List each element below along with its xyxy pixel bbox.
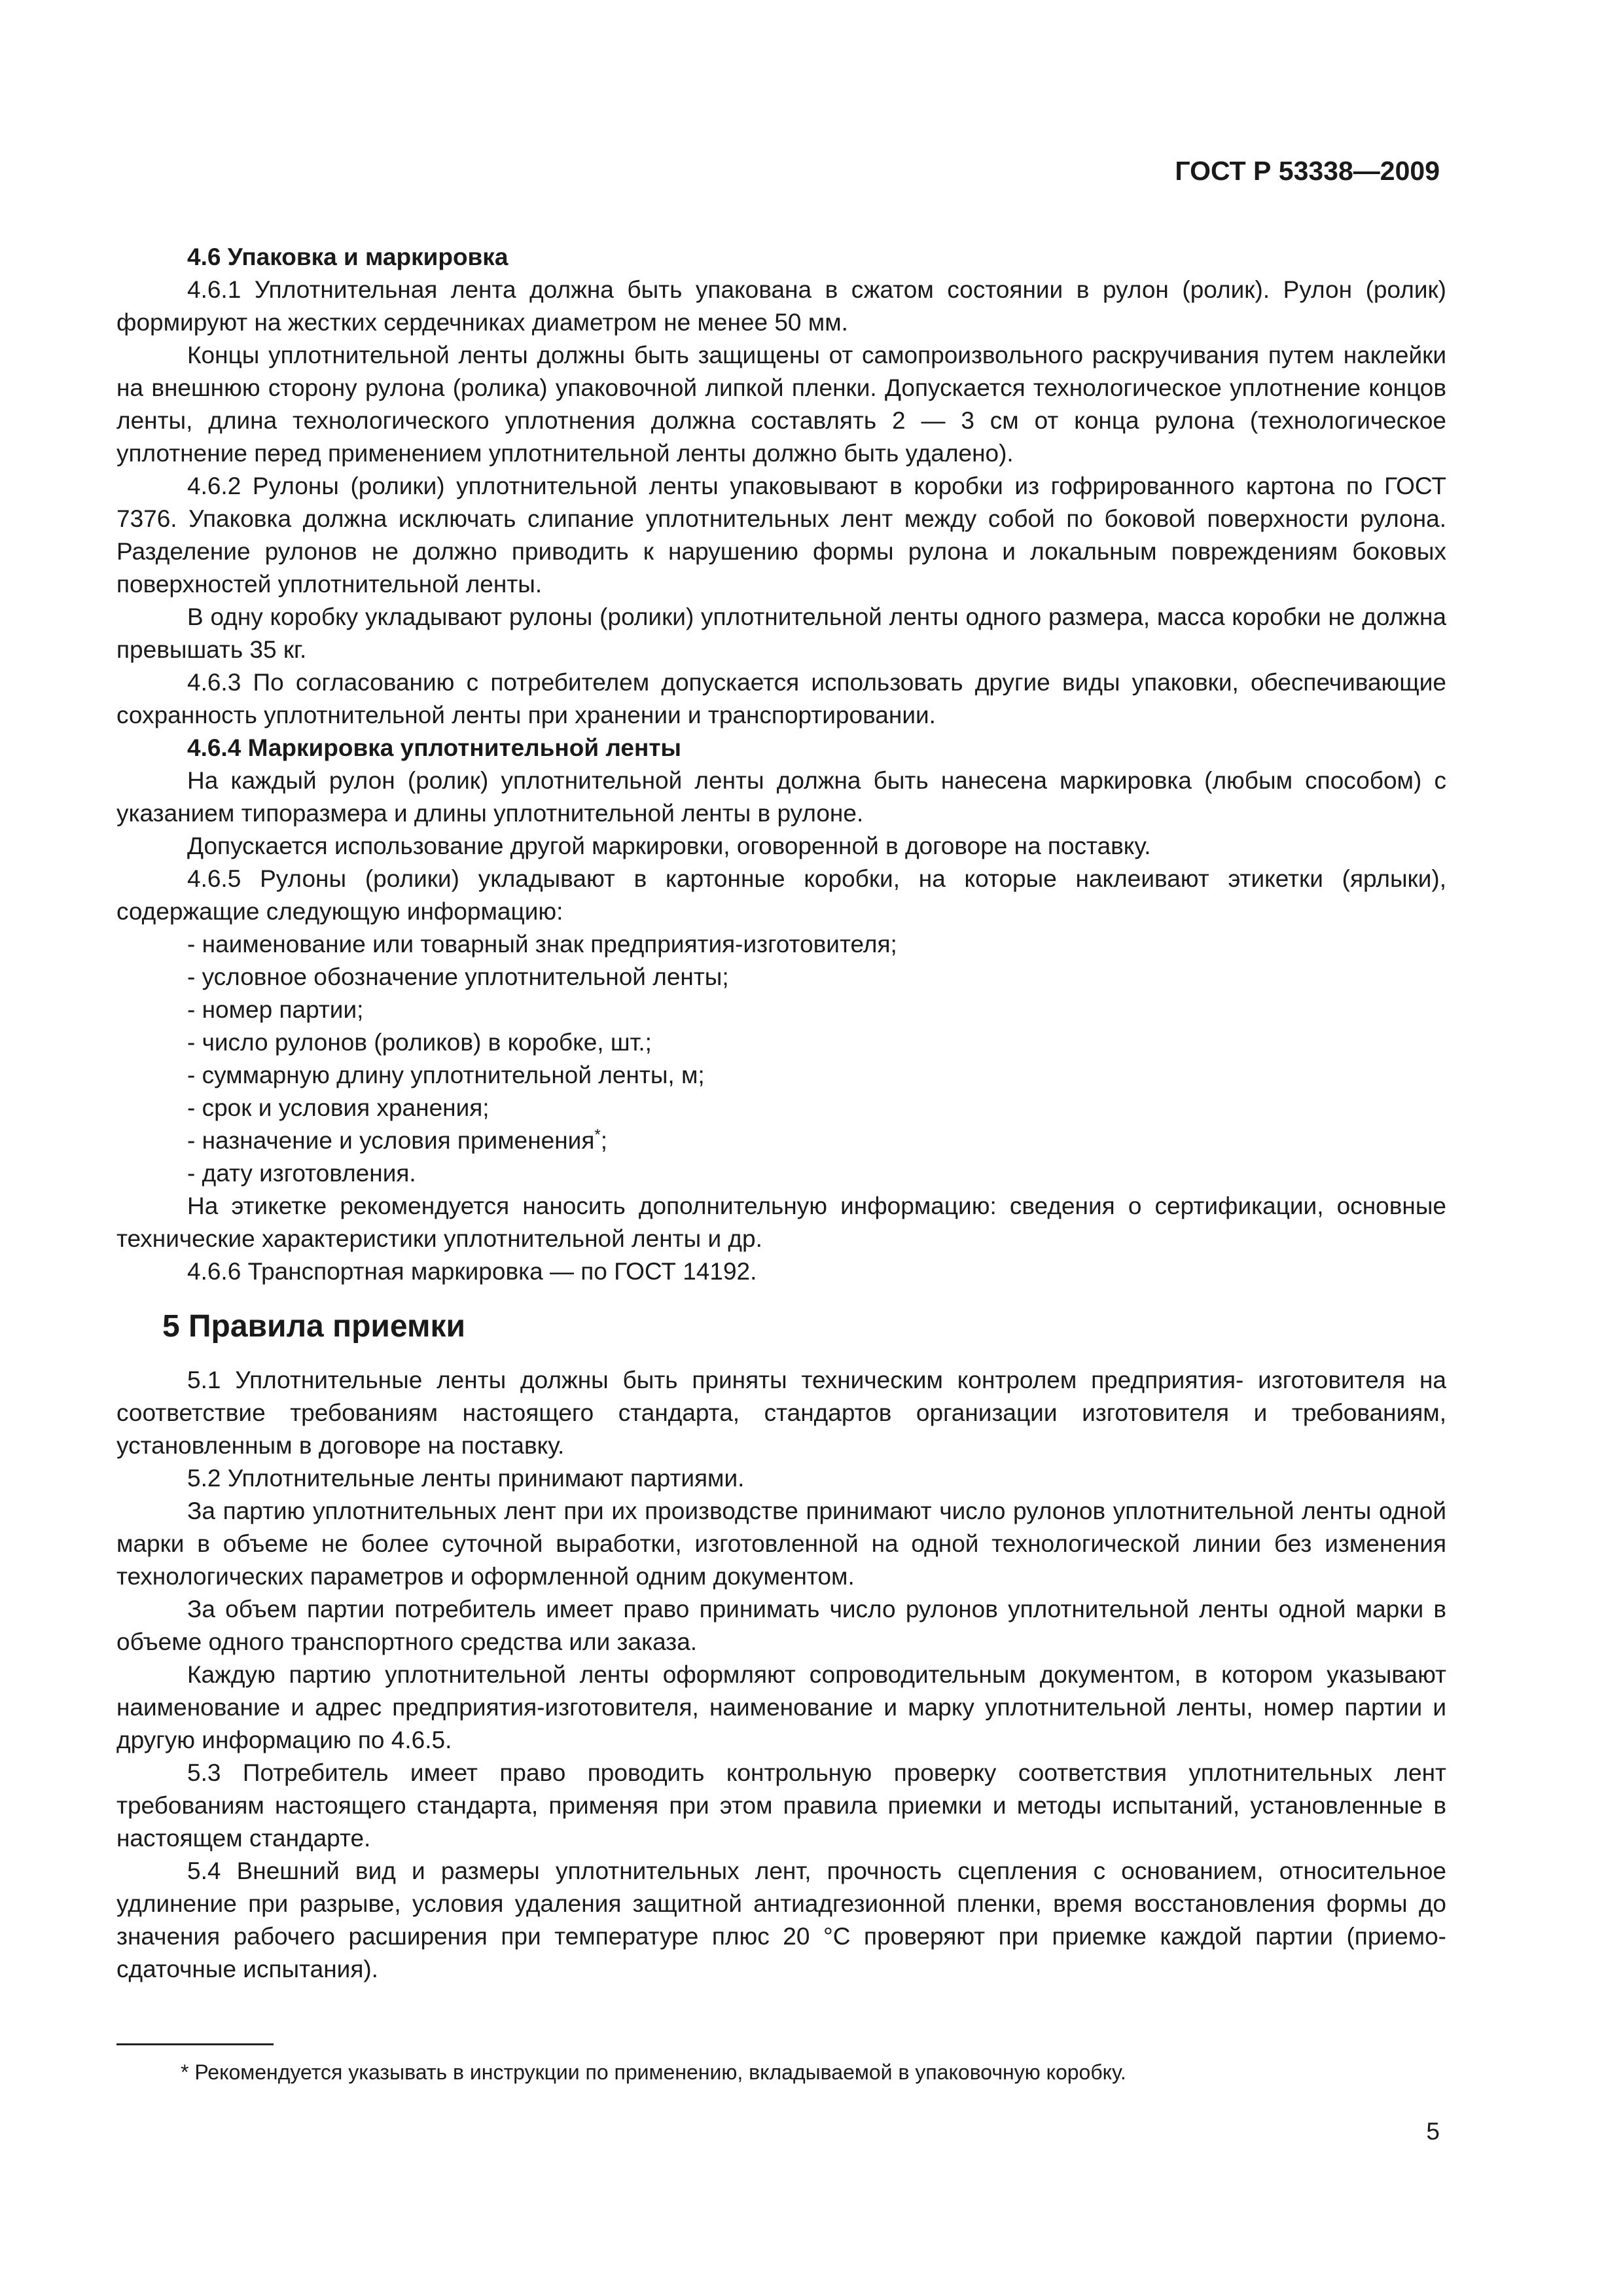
page-number: 5 (1426, 2118, 1440, 2145)
paragraph-5-1: 5.1 Уплотнительные ленты должны быть приняты техническим контролем предприятия- изготовителя на соответствие требованиям настоящего стандарта, стандартов организации изготовителя и требованиям, установленным в договоре на поставку. (116, 1367, 1446, 1459)
document-body (116, 241, 1446, 1986)
footnote: * Рекомендуется указывать в инструкции по применению, вкладываемой в упаковочную коробку. (181, 2060, 1126, 2084)
list-item: - дату изготовления. (187, 1160, 416, 1187)
list-item: - суммарную длину уплотнительной ленты, м; (187, 1062, 705, 1088)
paragraph-batch-definition: За партию уплотнительных лент при их производстве принимают число рулонов уплотнительной ленты одной марки в объеме не более суточной выработки, изготовленной на одной технологической линии без изменения технологических параметров и оформленной одним документом. (116, 1498, 1446, 1590)
list-item: - наименование или товарный знак предприятия-изготовителя; (187, 931, 897, 958)
list-item: - номер партии; (187, 996, 364, 1023)
subsection-4-6-4-heading: 4.6.4 Маркировка уплотнительной ленты (187, 734, 682, 761)
document-code-header: ГОСТ Р 53338—2009 (1175, 156, 1440, 186)
list-item-text: - назначение и условия применения (187, 1127, 595, 1154)
paragraph-label-info: На этикетке рекомендуется наносить дополнительную информацию: сведения о сертификации, основные технические характеристики уплотнительной ленты и др. (116, 1193, 1446, 1252)
paragraph-other-marking: Допускается использование другой маркировки, оговоренной в договоре на поставку. (187, 833, 1151, 859)
paragraph-batch-document: Каждую партию уплотнительной ленты оформляют сопроводительным документом, в котором указывают наименование и адрес предприятия-изготовителя, наименование и марку уплотнительной ленты, номер партии и другую информацию по 4.6.5. (116, 1661, 1446, 1753)
section-5-heading: 5 Правила приемки (162, 1309, 466, 1344)
paragraph-roll-ends: Концы уплотнительной ленты должны быть защищены от самопроизвольного раскручивания путем наклейки на внешнюю сторону рулона (ролика) упаковочной липкой пленки. Допускается технологическое уплотнение концов ленты, длина технологического уплотнения должна составлять 2 — 3 см от конца рулона (технологическое уплотнение перед применением уплотнительной ленты должно быть удалено). (116, 342, 1446, 467)
paragraph-5-3: 5.3 Потребитель имеет право проводить контрольную проверку соответствия уплотнительных лент требованиям настоящего стандарта, применяя при этом правила приемки и методы испытаний, установленные в настоящем стандарте. (116, 1759, 1446, 1852)
list-item (116, 1124, 1446, 1157)
section-4-6-heading: 4.6 Упаковка и маркировка (187, 243, 508, 270)
paragraph-4-6-3: 4.6.3 По согласованию с потребителем допускается использовать другие виды упаковки, обеспечивающие сохранность уплотнительной ленты при хранении и транспортировании. (116, 669, 1446, 728)
list-item: - число рулонов (роликов) в коробке, шт.; (187, 1029, 652, 1056)
paragraph-4-6-6: 4.6.6 Транспортная маркировка — по ГОСТ 14192. (187, 1258, 757, 1285)
paragraph-4-6-1: 4.6.1 Уплотнительная лента должна быть упакована в сжатом состоянии в рулон (ролик). Рулон (ролик) формируют на жестких сердечниках диаметром не менее 50 мм. (116, 276, 1446, 336)
footnote-mark: * (594, 1126, 601, 1144)
paragraph-box-mass: В одну коробку укладывают рулоны (ролики) уплотнительной ленты одного размера, масса коробки не должна превышать 35 кг. (116, 603, 1446, 663)
footnote-divider (116, 2043, 274, 2045)
paragraph-batch-volume: За объем партии потребитель имеет право принимать число рулонов уплотнительной ленты одной марки в объеме одного транспортного средства или заказа. (116, 1596, 1446, 1655)
paragraph-5-2: 5.2 Уплотнительные ленты принимают партиями. (187, 1465, 745, 1492)
paragraph-5-4: 5.4 Внешний вид и размеры уплотнительных лент, прочность сцепления с основанием, относительное удлинение при разрыве, условия удаления защитной антиадгезионной пленки, время восстановления формы до значения рабочего расширения при температуре плюс 20 °С проверяют при приемке каждой партии (приемо-сдаточные испытания). (116, 1857, 1446, 1982)
list-item: - условное обозначение уплотнительной ленты; (187, 963, 729, 990)
list-item-tail: ; (600, 1127, 607, 1154)
paragraph-4-6-5: 4.6.5 Рулоны (ролики) укладывают в картонные коробки, на которые наклеивают этикетки (ярлыки), содержащие следующую информацию: (116, 865, 1446, 925)
list-item: - срок и условия хранения; (187, 1094, 490, 1121)
paragraph-marking: На каждый рулон (ролик) уплотнительной ленты должна быть нанесена маркировка (любым способом) с указанием типоразмера и длины уплотнительной ленты в рулоне. (116, 767, 1446, 827)
paragraph-4-6-2: 4.6.2 Рулоны (ролики) уплотнительной ленты упаковывают в коробки из гофрированного картона по ГОСТ 7376. Упаковка должна исключать слипание уплотнительных лент между собой по боковой поверхности рулона. Разделение рулонов не должно приводить к нарушению формы рулона и локальным повреждениям боковых поверхностей уплотнительной ленты. (116, 473, 1446, 598)
